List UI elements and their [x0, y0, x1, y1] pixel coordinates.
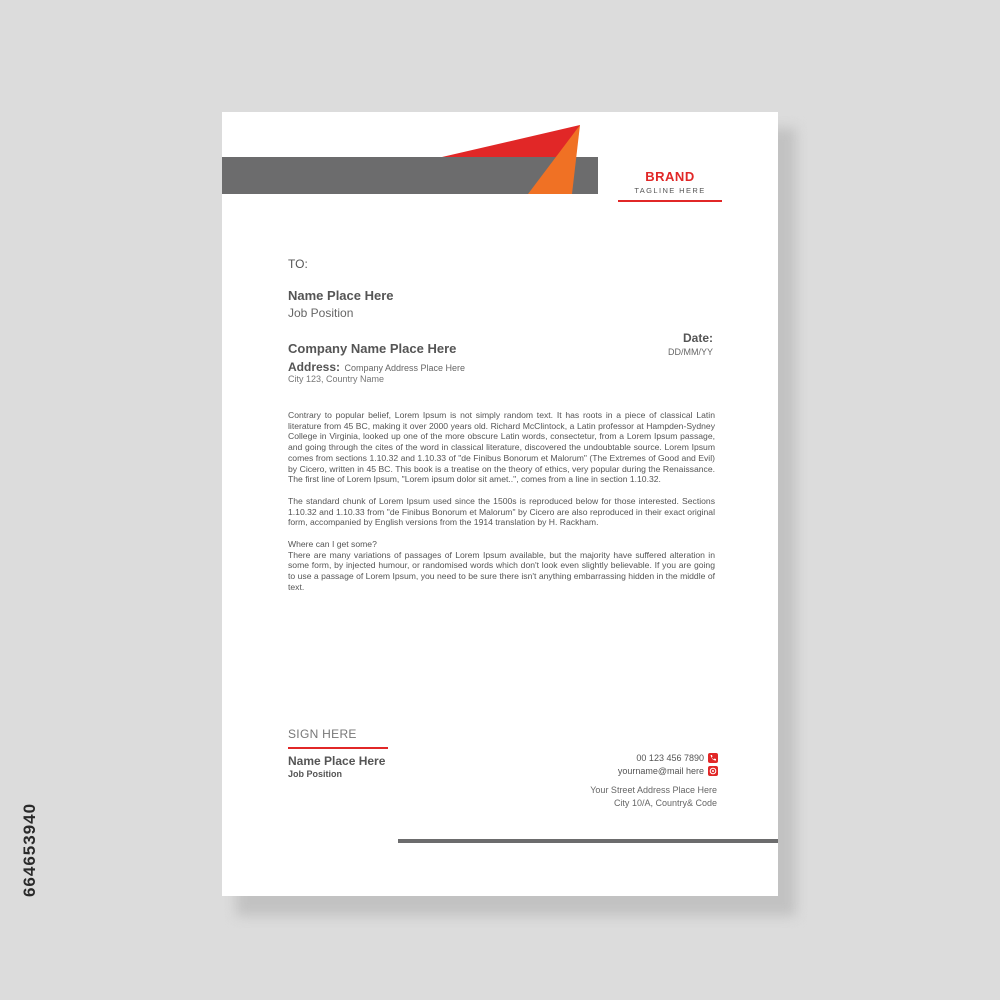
email-icon	[708, 766, 718, 776]
body-paragraph-2: The standard chunk of Lorem Ipsum used since the 1500s is reproduced below for those interested. Sections 1.10.32 and 1.10.33 from "de Finibus Bonorum et Malorum" by Cicero are also reproduced in their exact original form, accompanied by English versions from the 1914 translation by H. Rackham.	[288, 495, 715, 528]
signature-line	[288, 747, 388, 749]
contact-phone: 00 123 456 7890	[636, 753, 704, 763]
header-accent-shapes	[222, 112, 778, 212]
sign-here-label: SIGN HERE	[288, 727, 357, 741]
stock-id-vertical	[20, 760, 40, 940]
recipient-name: Name Place Here	[288, 288, 394, 303]
letter-body	[288, 410, 715, 604]
signer-name: Name Place Here	[288, 754, 386, 768]
date-value: DD/MM/YY	[668, 347, 713, 357]
company-name: Company Name Place Here	[288, 341, 457, 356]
address-value: Company Address Place Here	[344, 363, 466, 373]
contact-phone-row	[636, 753, 718, 763]
brand-block	[618, 170, 722, 195]
brand-name: BRAND	[645, 169, 695, 184]
stock-id-text: 664653940	[20, 802, 39, 898]
letterhead-page	[222, 112, 778, 896]
body-question: Where can I get some?	[288, 539, 377, 550]
sender-street: Your Street Address Place Here	[590, 785, 717, 795]
brand-underline	[618, 200, 722, 202]
brand-tagline: TAGLINE HERE	[634, 186, 706, 195]
body-paragraph-1: Contrary to popular belief, Lorem Ipsum is not simply random text. It has roots in a piece of classical Latin literature from 45 BC, making it over 2000 years old. Richard McClintock, a Latin professor at Hampden-Sydney College in Virginia, looked up one of the more obscure Latin words, consectetur, from a Lorem Ipsum passage, and going through the cites of the word in classical literature, discovered the undoubtable source. Lorem Ipsum comes from sections 1.10.32 and 1.10.33 of "de Finibus Bonorum et Malorum" (The Extremes of Good and Evil) by Cicero, written in 45 BC. This book is a treatise on the theory of ethics, very popular during the Renaissance. The first line of Lorem Ipsum, "Lorem ipsum dolor sit amet..", comes from a line in section 1.10.32.	[288, 410, 715, 485]
recipient-city: City 123, Country Name	[288, 374, 385, 384]
footer-gray-bar	[398, 839, 778, 843]
recipient-job: Job Position	[288, 306, 354, 320]
to-label: TO:	[288, 257, 308, 271]
red-accent-triangle	[442, 125, 580, 157]
signer-job: Job Position	[288, 769, 342, 779]
contact-email: yourname@mail here	[617, 766, 704, 776]
body-paragraph-3: There are many variations of passages of Lorem Ipsum available, but the majority have suffered alteration in some form, by injected humour, or randomised words which don't look even slightly believable. If you are going to use a passage of Lorem Ipsum, you need to be sure there isn't anything embarrassing hidden in the middle of text.	[288, 549, 715, 592]
contact-email-row	[618, 766, 718, 776]
address-label: Address:	[288, 360, 341, 374]
phone-icon	[708, 753, 718, 763]
date-label: Date:	[682, 331, 713, 345]
sender-city: City 10/A, Country& Code	[613, 798, 717, 808]
